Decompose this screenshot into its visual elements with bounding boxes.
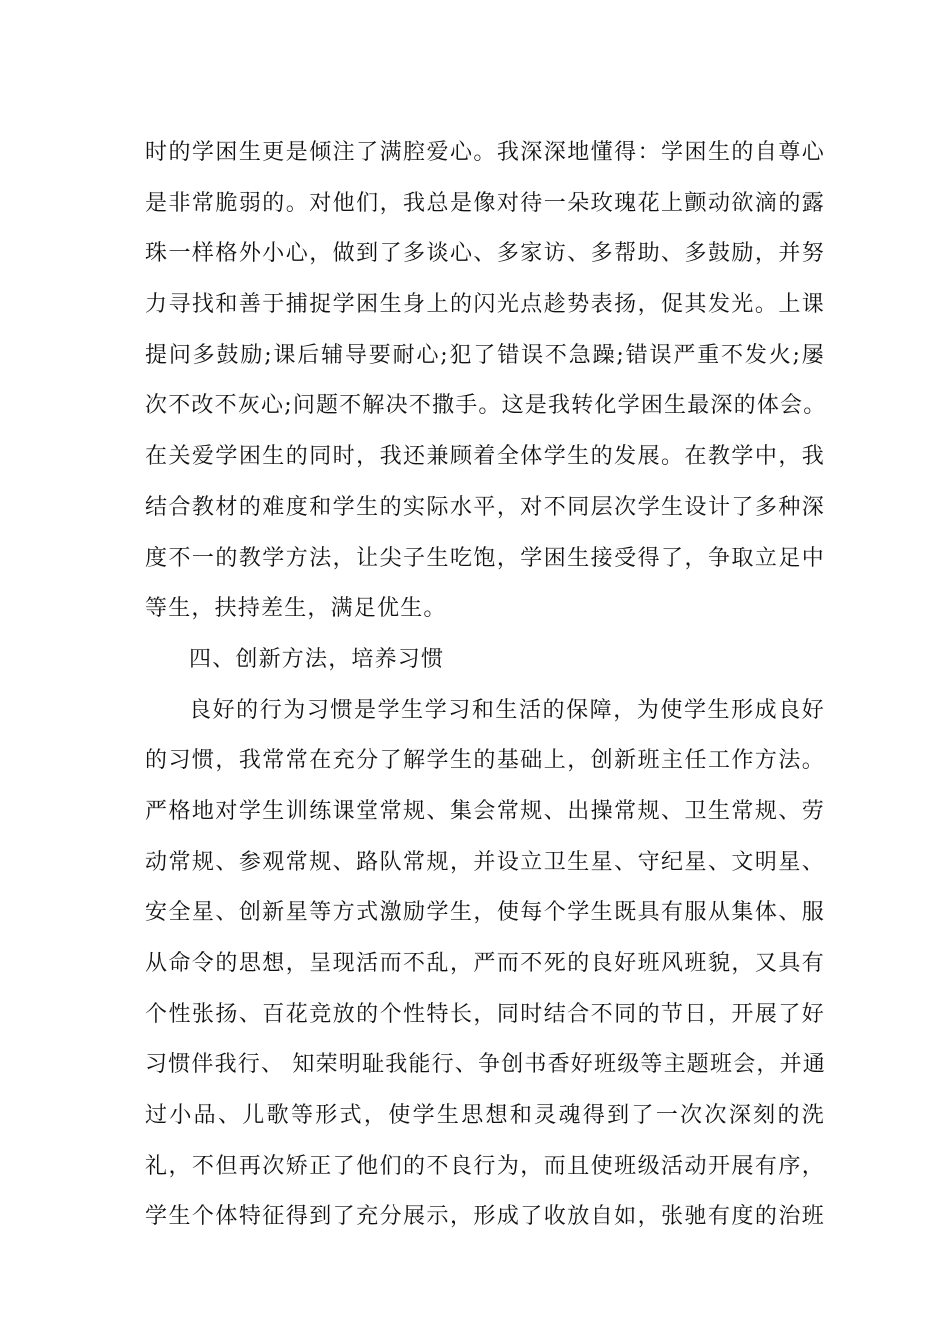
text-line: 在关爱学困生的同时，我还兼顾着全体学生的发展。在教学中，我 <box>145 444 825 470</box>
text-line: 良好的行为习惯是学生学习和生活的保障，为使学生形成良好 <box>189 697 825 723</box>
text-line: 过小品、儿歌等形式，使学生思想和灵魂得到了一次次深刻的洗 <box>145 1103 825 1129</box>
text-line: 学生个体特征得到了充分展示，形成了收放自如，张驰有度的治班 <box>145 1204 825 1230</box>
text-line: 次不改不灰心;问题不解决不撒手。这是我转化学困生最深的体会。 <box>145 393 827 419</box>
text-line: 严格地对学生训练课堂常规、集会常规、出操常规、卫生常规、劳 <box>145 798 825 824</box>
text-line: 安全星、创新星等方式激励学生，使每个学生既具有服从集体、服 <box>145 900 825 926</box>
text-line: 从命令的思想，呈现活而不乱，严而不死的良好班风班貌，又具有 <box>145 951 825 976</box>
document-body <box>145 134 825 1249</box>
text-line: 度不一的教学方法，让尖子生吃饱，学困生接受得了，争取立足中 <box>145 545 825 571</box>
text-line: 习惯伴我行、 知荣明耻我能行、争创书香好班级等主题班会，并通 <box>145 1052 826 1078</box>
text-line: 珠一样格外小心，做到了多谈心、多家访、多帮助、多鼓励，并努 <box>145 241 825 267</box>
text-line: 是非常脆弱的。对他们，我总是像对待一朵玫瑰花上颤动欲滴的露 <box>145 190 825 216</box>
text-line: 动常规、参观常规、路队常规，并设立卫生星、守纪星、文明星、 <box>145 849 825 875</box>
text-line: 四、创新方法，培养习惯 <box>189 646 445 672</box>
text-line: 结合教材的难度和学生的实际水平，对不同层次学生设计了多种深 <box>145 494 825 520</box>
text-line: 个性张扬、百花竞放的个性特长，同时结合不同的节日，开展了好 <box>145 1001 825 1027</box>
text-line: 时的学困生更是倾注了满腔爱心。我深深地懂得：学困生的自尊心 <box>145 140 825 165</box>
text-line: 等生，扶持差生，满足优生。 <box>145 596 447 622</box>
text-line: 提问多鼓励;课后辅导要耐心;犯了错误不急躁;错误严重不发火;屡 <box>145 342 825 368</box>
text-line: 礼，不但再次矫正了他们的不良行为，而且使班级活动开展有序， <box>145 1153 825 1179</box>
text-line: 力寻找和善于捕捉学困生身上的闪光点趁势表扬，促其发光。上课 <box>145 292 825 318</box>
text-line: 的习惯，我常常在充分了解学生的基础上，创新班主任工作方法。 <box>145 748 825 774</box>
